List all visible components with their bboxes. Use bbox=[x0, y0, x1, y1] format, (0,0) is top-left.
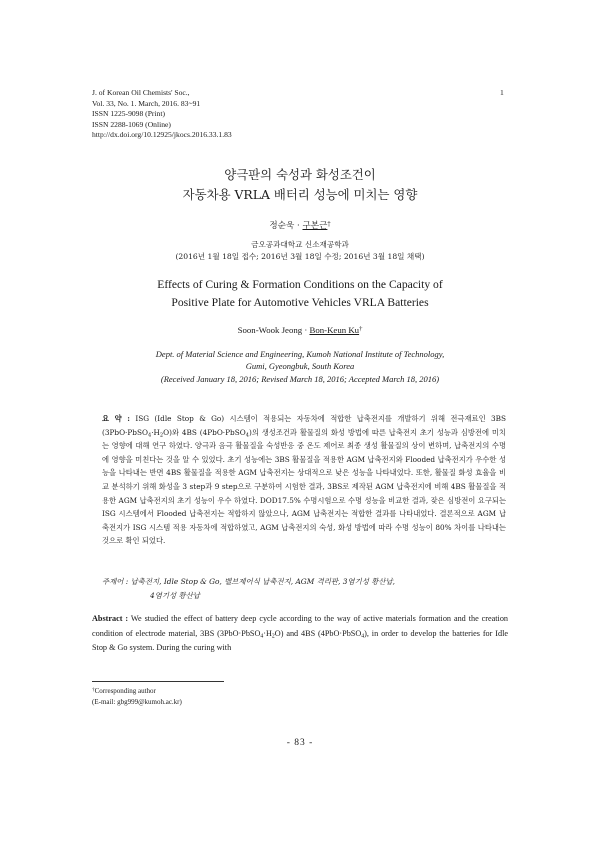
korean-abstract bbox=[102, 412, 506, 548]
english-authors bbox=[92, 325, 508, 335]
footnote-email: (E-mail: gbg999@kumoh.ac.kr) bbox=[92, 698, 182, 707]
subscript: 4 bbox=[260, 633, 264, 640]
journal-info bbox=[92, 88, 232, 141]
abstract-text: O)와 4BS (4PbO·PbSO bbox=[163, 427, 246, 437]
journal-issn-online: ISSN 2288-1069 (Online) bbox=[92, 119, 171, 129]
journal-issn-print: ISSN 1225-9098 (Print) bbox=[92, 109, 165, 119]
english-abstract-label: Abstract : bbox=[92, 614, 129, 623]
footnote-mark: † bbox=[92, 687, 95, 694]
journal-volume: Vol. 33, No. 1. March, 2016. 83~91 bbox=[92, 98, 201, 108]
korean-title-line1: 양극판의 숙성과 화성조건이 bbox=[224, 167, 376, 182]
korean-authors bbox=[92, 219, 508, 231]
english-affiliation-location: Gumi, Gyeongbuk, South Korea bbox=[245, 361, 355, 372]
english-title-line1: Effects of Curing & Formation Conditions on the Capacity of bbox=[157, 278, 443, 291]
page-number-top: 1 bbox=[500, 88, 504, 97]
page-footer-number: - 83 - bbox=[286, 738, 314, 748]
subscript: 4 bbox=[245, 431, 249, 438]
keywords-line1: 납축전지, Idle Stop & Go, 밸브제어식 납축전지, AGM 격리판, 3염기성 황산납, bbox=[128, 577, 395, 586]
keywords-label: 주제어 : bbox=[102, 577, 129, 586]
corresponding-mark: † bbox=[327, 219, 331, 228]
english-title-line2: Positive Plate for Automotive Vehicles VRLA Batteries bbox=[171, 296, 429, 309]
author-separator: · bbox=[294, 221, 303, 231]
english-author-1: Soon-Wook Jeong bbox=[237, 325, 303, 335]
keywords-line2: 4염기성 황산납 bbox=[150, 591, 200, 600]
english-title bbox=[92, 276, 508, 312]
korean-affiliation bbox=[92, 239, 508, 263]
korean-affiliation-dept: 금오공과대학교 신소재공학과 bbox=[251, 240, 349, 249]
subscript: 2 bbox=[159, 431, 164, 438]
abstract-text: ), in order to develop the batteries for Idle Stop & Go system. During the curing with bbox=[92, 628, 508, 653]
abstract-text: ·H bbox=[263, 628, 272, 638]
korean-abstract-label: 요 약 : bbox=[102, 414, 130, 423]
english-dates: (Received January 18, 2016; Revised March 18, 2016; Accepted March 18, 2016) bbox=[160, 373, 440, 384]
subscript: 4 bbox=[361, 633, 365, 640]
abstract-text: We studied the effect of battery deep cycle according to the way of active materials formation and the creation condition of electrode material, 3BS (3PbO·PbSO bbox=[92, 614, 509, 638]
footnote bbox=[92, 686, 182, 708]
korean-title-line2: 자동차용 VRLA 배터리 성능에 미치는 영향 bbox=[182, 187, 418, 202]
corresponding-mark: † bbox=[359, 325, 363, 333]
english-abstract bbox=[92, 612, 508, 656]
journal-doi: http://dx.doi.org/10.12925/jkocs.2016.33.1.83 bbox=[92, 130, 232, 140]
abstract-text: )의 생성조건과 활물질의 화성 방법에 따른 납축전지 초기 성능과 심방전에 미치는 영향에 대해 연구 하였다. 양극과 음극 활물질을 숙성반응 중 온도 제어로 최종 생성 활물질의 상이 변하며, 납축전지의 수명에 영향을 미친다는 것을 알 수 있었다. 초기 성능에는 3BS 활물질을 적용한 AGM 납축전지와 Flooded 납축전지가 우수한 성능을 나타내는 반면 4BS 활물질을 적용한 AGM 납축전지는 상대적으로 낮은 성능을 나타내었다. 또한, 활물질 화성 효율을 비교 분석하기 위해 화성을 3 step과 9 step으로 구분하여 시험한 결과, 3BS로 제작된 AGM 납축전지에 비해 4BS 활물질을 적용한 AGM 납축전지의 초기 성능이 우수 하였다. DOD17.5% 수명시험으로 수명 성능을 비교한 결과, 잦은 심방전이 요구되는 ISG 시스템에서 Flooded 납축전지는 적합하지 않았으나, AGM 납축전지는 적합한 결과를 나타내었다. 결론적으로 AGM 납축전지가 ISG 시스템 적용 자동차에 적합하였고, AGM 납축전지의 숙성, 화성 방법에 따라 수명 성능이 80% 차이를 나타내는 것으로 확인 되었다. bbox=[102, 427, 506, 546]
abstract-text: O) and 4BS (4PbO·PbSO bbox=[274, 628, 362, 638]
abstract-text: ·H bbox=[151, 427, 160, 437]
author-separator: · bbox=[302, 325, 310, 335]
footnote-corresponding: Corresponding author bbox=[94, 687, 156, 695]
korean-title bbox=[92, 165, 508, 205]
korean-dates: (2016년 1월 18일 접수; 2016년 3월 18일 수정; 2016년 3월 18일 채택) bbox=[175, 252, 425, 261]
korean-keywords bbox=[102, 575, 506, 603]
english-affiliation bbox=[92, 348, 508, 385]
subscript: 2 bbox=[271, 633, 275, 640]
subscript: 4 bbox=[147, 431, 152, 438]
english-author-2: Bon-Keun Ku bbox=[309, 325, 360, 335]
journal-name: J. of Korean Oil Chemists' Soc., bbox=[92, 88, 190, 97]
korean-author-1: 정순욱 bbox=[269, 221, 295, 231]
korean-author-2: 구본근 bbox=[302, 221, 328, 231]
english-affiliation-dept: Dept. of Material Science and Engineering, Kumoh National Institute of Technology, bbox=[155, 349, 445, 359]
footnote-divider bbox=[92, 681, 224, 682]
abstract-text: ISG (Idle Stop & Go) 시스템이 적용되는 자동차에 적합한 납축전지를 개발하기 위해 전극재료인 3BS (3PbO·PbSO bbox=[102, 414, 507, 437]
